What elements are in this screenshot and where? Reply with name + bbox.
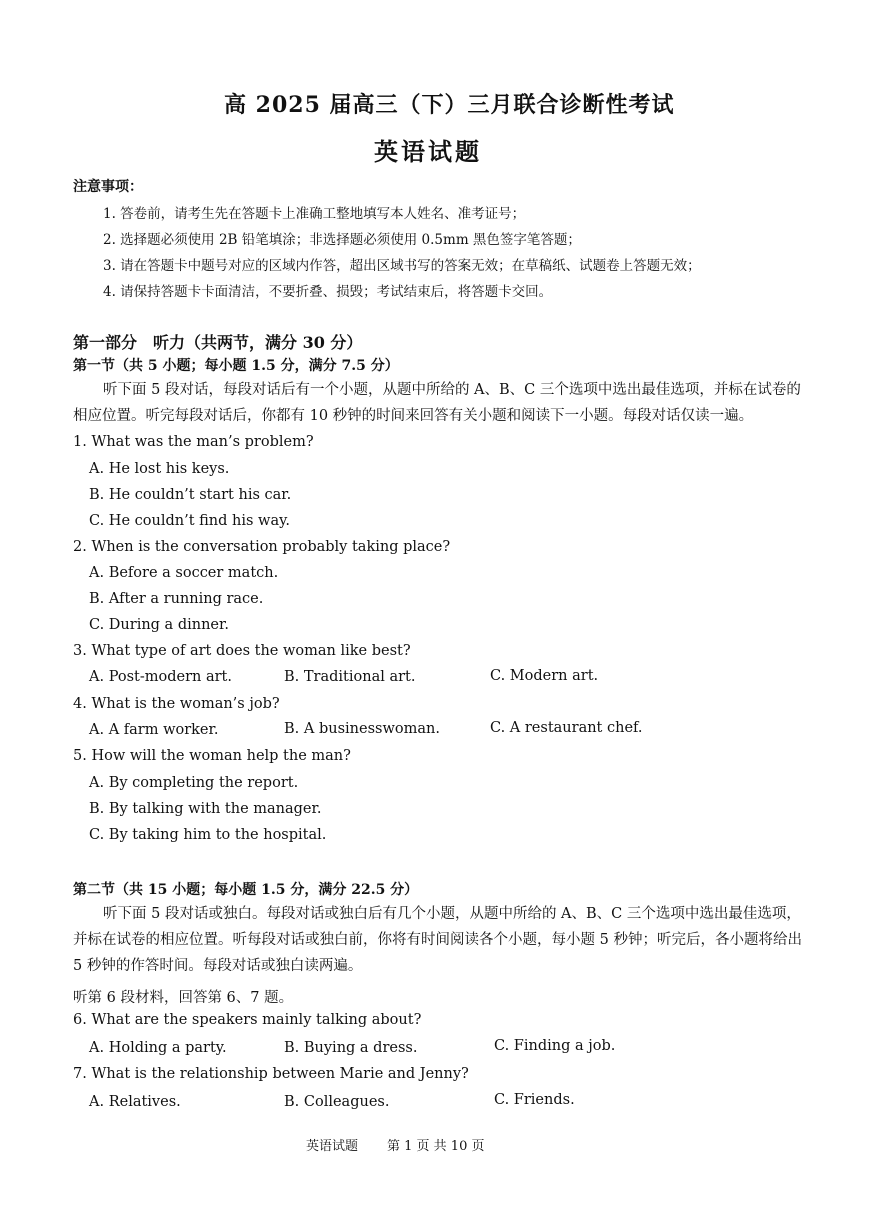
option-b: B. He couldn’t start his car. <box>89 487 292 503</box>
question-stem: 6. What are the speakers mainly talking about? <box>73 1012 422 1028</box>
option-a: A. Relatives. <box>89 1094 181 1110</box>
option-c: C. A restaurant chef. <box>490 720 643 736</box>
option-b: B. Buying a dress. <box>284 1040 418 1056</box>
exam-title: 高 2025 届高三（下）三月联合诊断性考试 <box>224 92 675 118</box>
option-a: A. He lost his keys. <box>89 461 230 477</box>
question-stem: 1. What was the man’s problem? <box>73 434 314 450</box>
note-item: 3. 请在答题卡中题号对应的区域内作答，超出区域书写的答案无效；在草稿纸、试题卷上答题无效； <box>103 258 701 274</box>
question-stem: 4. What is the woman’s job? <box>73 696 280 712</box>
notes-heading: 注意事项： <box>73 179 143 195</box>
note-item: 4. 请保持答题卡卡面清洁，不要折叠、损毁；考试结束后，将答题卡交回。 <box>103 284 553 300</box>
section2-title: 第二节（共 15 小题；每小题 1.5 分，满分 22.5 分） <box>73 882 419 898</box>
option-b: B. Colleagues. <box>284 1094 390 1110</box>
question-stem: 7. What is the relationship between Marie and Jenny? <box>73 1066 469 1082</box>
option-b: B. Traditional art. <box>284 669 416 685</box>
option-a: A. Before a soccer match. <box>89 565 279 581</box>
option-c: C. By taking him to the hospital. <box>89 827 327 843</box>
option-a: A. Holding a party. <box>89 1040 227 1056</box>
section1-instructions: 听下面 5 段对话，每段对话后有一个小题，从题中所给的 A、B、C 三个选项中选出最佳选项，并标在试卷的相应位置。听完每段对话后，你都有 10 秒钟的时间来回答有关小题和阅读下一小题。每段对话仅读一遍。 <box>73 382 801 424</box>
option-c: C. Friends. <box>494 1092 575 1108</box>
option-b: B. After a running race. <box>89 591 264 607</box>
material-note: 听第 6 段材料，回答第 6、7 题。 <box>73 990 294 1006</box>
section1-title: 第一节（共 5 小题；每小题 1.5 分，满分 7.5 分） <box>73 358 399 374</box>
option-b: B. By talking with the manager. <box>89 801 322 817</box>
option-c: C. Finding a job. <box>494 1038 616 1054</box>
footer-subject: 英语试题 <box>306 1139 359 1154</box>
question-stem: 2. When is the conversation probably taking place? <box>73 539 451 555</box>
option-c: C. Modern art. <box>490 668 599 684</box>
option-a: A. A farm worker. <box>89 722 219 738</box>
option-a: A. By completing the report. <box>89 775 299 791</box>
question-stem: 5. How will the woman help the man? <box>73 748 351 764</box>
option-a: A. Post-modern art. <box>89 669 232 685</box>
note-item: 1. 答卷前，请考生先在答题卡上准确工整地填写本人姓名、准考证号； <box>103 206 526 222</box>
footer-page-number: 第 1 页 共 10 页 <box>387 1139 485 1154</box>
option-b: B. A businesswoman. <box>284 721 440 737</box>
option-c: C. During a dinner. <box>89 617 229 633</box>
part1-title: 第一部分 听力（共两节，满分 30 分） <box>73 333 363 352</box>
option-c: C. He couldn’t find his way. <box>89 513 290 529</box>
question-stem: 3. What type of art does the woman like best? <box>73 643 411 659</box>
note-item: 2. 选择题必须使用 2B 铅笔填涂；非选择题必须使用 0.5mm 黑色签字笔答题； <box>103 232 581 248</box>
exam-subtitle: 英语试题 <box>374 137 482 166</box>
section2-instructions: 听下面 5 段对话或独白。每段对话或独白后有几个小题，从题中所给的 A、B、C 三个选项中选出最佳选项，并标在试卷的相应位置。听每段对话或独白前，你将有时间阅读各个小题，每小题 5 秒钟；听完后，各小题将给出 5 秒钟的作答时间。每段对话或独白读两遍。 <box>73 906 802 974</box>
